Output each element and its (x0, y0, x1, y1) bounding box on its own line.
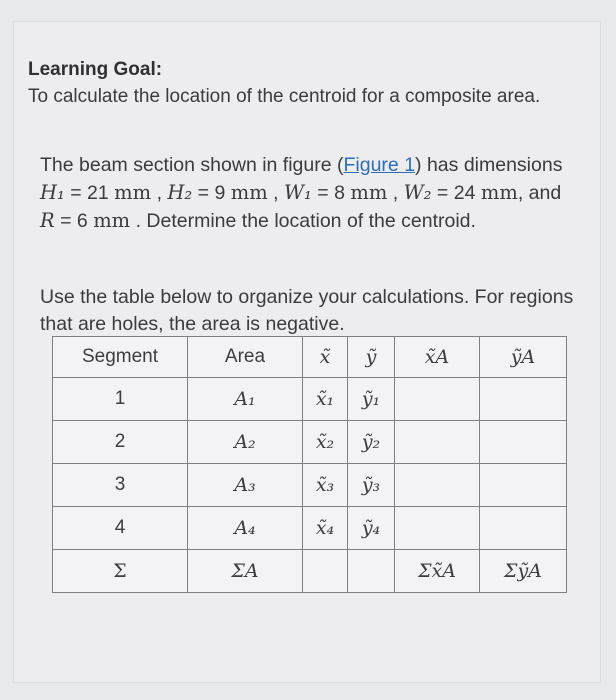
x-tilde-a-cell (395, 378, 480, 421)
h1-value: = 21 (64, 182, 115, 204)
segment-cell: 2 (53, 421, 188, 464)
w2-symbol: W₂ (403, 181, 432, 204)
separator: , (387, 182, 404, 204)
segment-cell: 4 (53, 507, 188, 550)
h2-symbol: H₂ (167, 181, 193, 204)
h2-value: = 9 (192, 182, 231, 204)
w2-value: = 24 (431, 182, 481, 204)
table-sum-row (53, 550, 567, 593)
area-cell: A₃ (188, 464, 303, 507)
header-y-tilde: ỹ (348, 337, 395, 378)
header-x-tilde: x̃ (303, 337, 348, 378)
problem-end: . Determine the location of the centroid. (130, 210, 476, 232)
y-tilde-a-cell (480, 464, 567, 507)
problem-statement (40, 152, 580, 235)
problem-intro: The beam section shown in figure ( (40, 154, 344, 176)
area-cell: A₂ (188, 421, 303, 464)
learning-goal-text: To calculate the location of the centroid for a composite area. (28, 86, 541, 107)
x-tilde-cell: x̃₂ (303, 421, 348, 464)
figure-link[interactable]: Figure 1 (343, 154, 416, 176)
sum-y-tilde-a-cell: ΣỹA (480, 550, 567, 593)
x-tilde-a-cell (395, 421, 480, 464)
area-cell: A₄ (188, 507, 303, 550)
segment-cell: 1 (53, 378, 188, 421)
w1-unit: mm (350, 181, 388, 204)
x-tilde-cell: x̃₄ (303, 507, 348, 550)
x-tilde-a-cell (395, 507, 480, 550)
problem-intro-end: ) has dimensions (415, 154, 563, 176)
x-tilde-cell: x̃₃ (303, 464, 348, 507)
segment-cell: 3 (53, 464, 188, 507)
separator: , (267, 182, 284, 204)
sum-area-cell: ΣA (188, 550, 303, 593)
table-row (53, 378, 567, 421)
x-tilde-a-cell (395, 464, 480, 507)
empty-cell (348, 550, 395, 593)
header-area: Area (188, 337, 303, 378)
header-segment: Segment (53, 337, 188, 378)
r-symbol: R (40, 209, 55, 232)
table-instructions: Use the table below to organize your calculations. For regions that are holes, the area is negative. (40, 286, 574, 335)
sum-x-tilde-a-cell: Σx̃A (395, 550, 480, 593)
y-tilde-a-cell (480, 421, 567, 464)
header-y-tilde-a: ỹA (480, 337, 567, 378)
x-tilde-cell: x̃₁ (303, 378, 348, 421)
r-unit: mm (93, 209, 131, 232)
centroid-table (52, 336, 567, 593)
sum-symbol-cell: Σ (53, 550, 188, 593)
y-tilde-cell: ỹ₂ (348, 421, 395, 464)
w1-symbol: W₁ (284, 181, 312, 204)
empty-cell (303, 550, 348, 593)
table-row (53, 464, 567, 507)
learning-goal-title: Learning Goal: (28, 59, 163, 80)
table-row (53, 421, 567, 464)
h2-unit: mm (230, 181, 268, 204)
area-cell: A₁ (188, 378, 303, 421)
w1-value: = 8 (311, 182, 351, 204)
table-row (53, 507, 567, 550)
y-tilde-cell: ỹ₄ (348, 507, 395, 550)
y-tilde-a-cell (480, 507, 567, 550)
y-tilde-a-cell (480, 378, 567, 421)
h1-symbol: H₁ (40, 181, 65, 204)
w2-unit: mm (480, 181, 518, 204)
y-tilde-cell: ỹ₃ (348, 464, 395, 507)
and-text: , and (517, 182, 562, 204)
y-tilde-cell: ỹ₁ (348, 378, 395, 421)
separator: , (151, 182, 168, 204)
learning-goal (28, 56, 568, 110)
table-header-row (53, 337, 567, 378)
header-x-tilde-a: x̃A (395, 337, 480, 378)
h1-unit: mm (114, 181, 152, 204)
r-value: = 6 (54, 210, 94, 232)
